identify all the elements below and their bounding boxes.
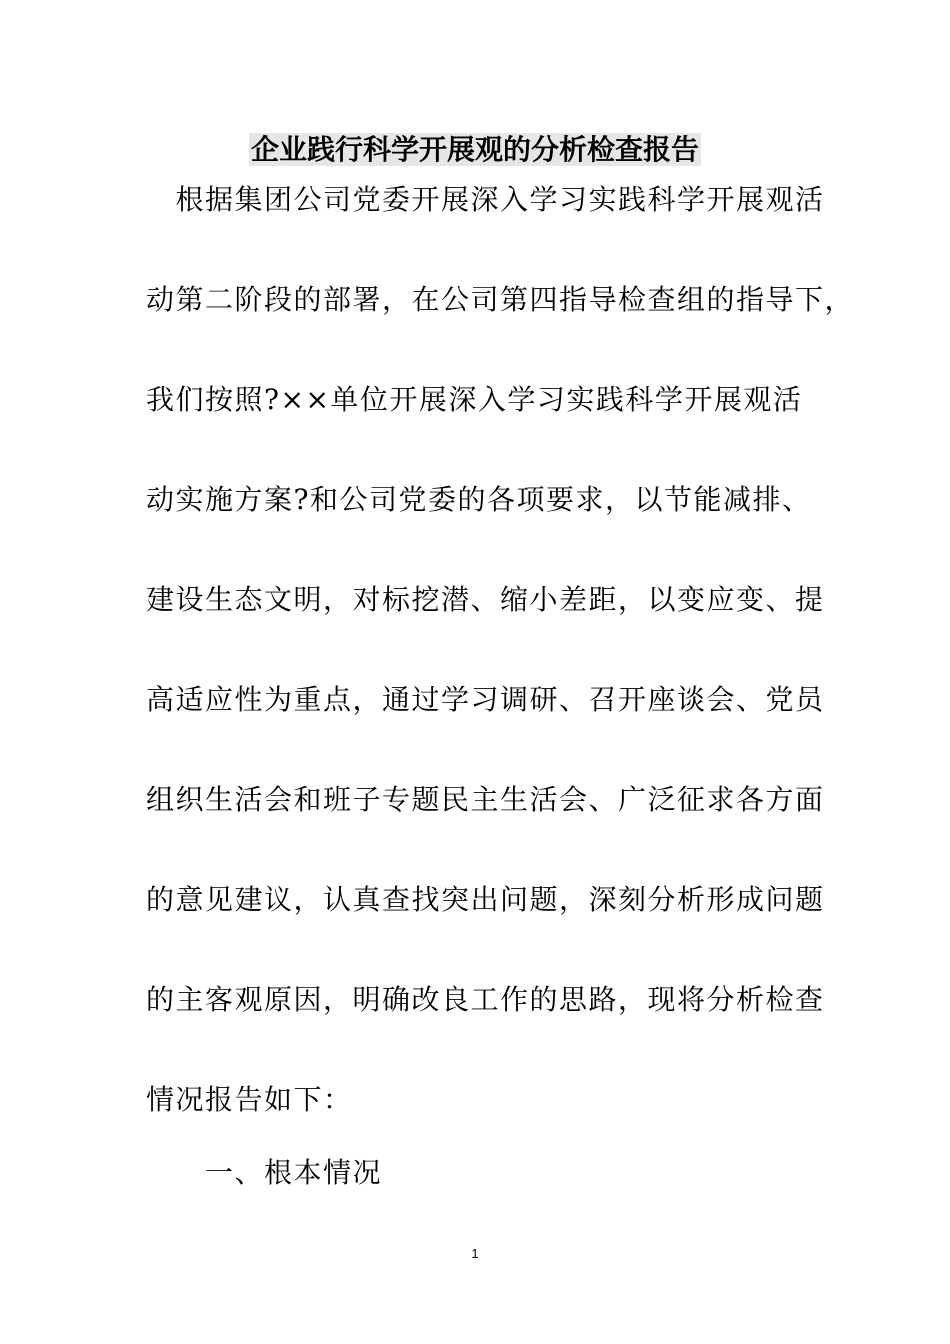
paragraph-line-8: 的意见建议，认真查找突出问题，深刻分析形成问题 (146, 883, 825, 916)
paragraph-line-2: 动第二阶段的部署，在公司第四指导检查组的指导下， (146, 283, 855, 316)
paragraph-line-5: 建设生态文明，对标挖潜、缩小差距，以变应变、提 (146, 583, 825, 616)
paragraph-line-9: 的主客观原因，明确改良工作的思路，现将分析检查 (146, 983, 825, 1016)
paragraph-line-1: 根据集团公司党委开展深入学习实践科学开展观活 (146, 183, 825, 216)
paragraph-line-6: 高适应性为重点，通过学习调研、召开座谈会、党员 (146, 683, 825, 716)
paragraph-line-3: 我们按照?××单位开展深入学习实践科学开展观活 (146, 383, 803, 416)
section-heading: 一、根本情况 (146, 1156, 383, 1189)
paragraph-line-10: 情况报告如下： (146, 1083, 353, 1116)
page-number: 1 (471, 1246, 479, 1261)
title-text: 企业践行科学开展观的分析检查报告 (250, 133, 699, 166)
paragraph-line-4: 动实施方案?和公司党委的各项要求，以节能减排、 (146, 483, 812, 516)
document-title (0, 130, 950, 170)
paragraph-line-7: 组织生活会和班子专题民主生活会、广泛征求各方面 (146, 783, 825, 816)
